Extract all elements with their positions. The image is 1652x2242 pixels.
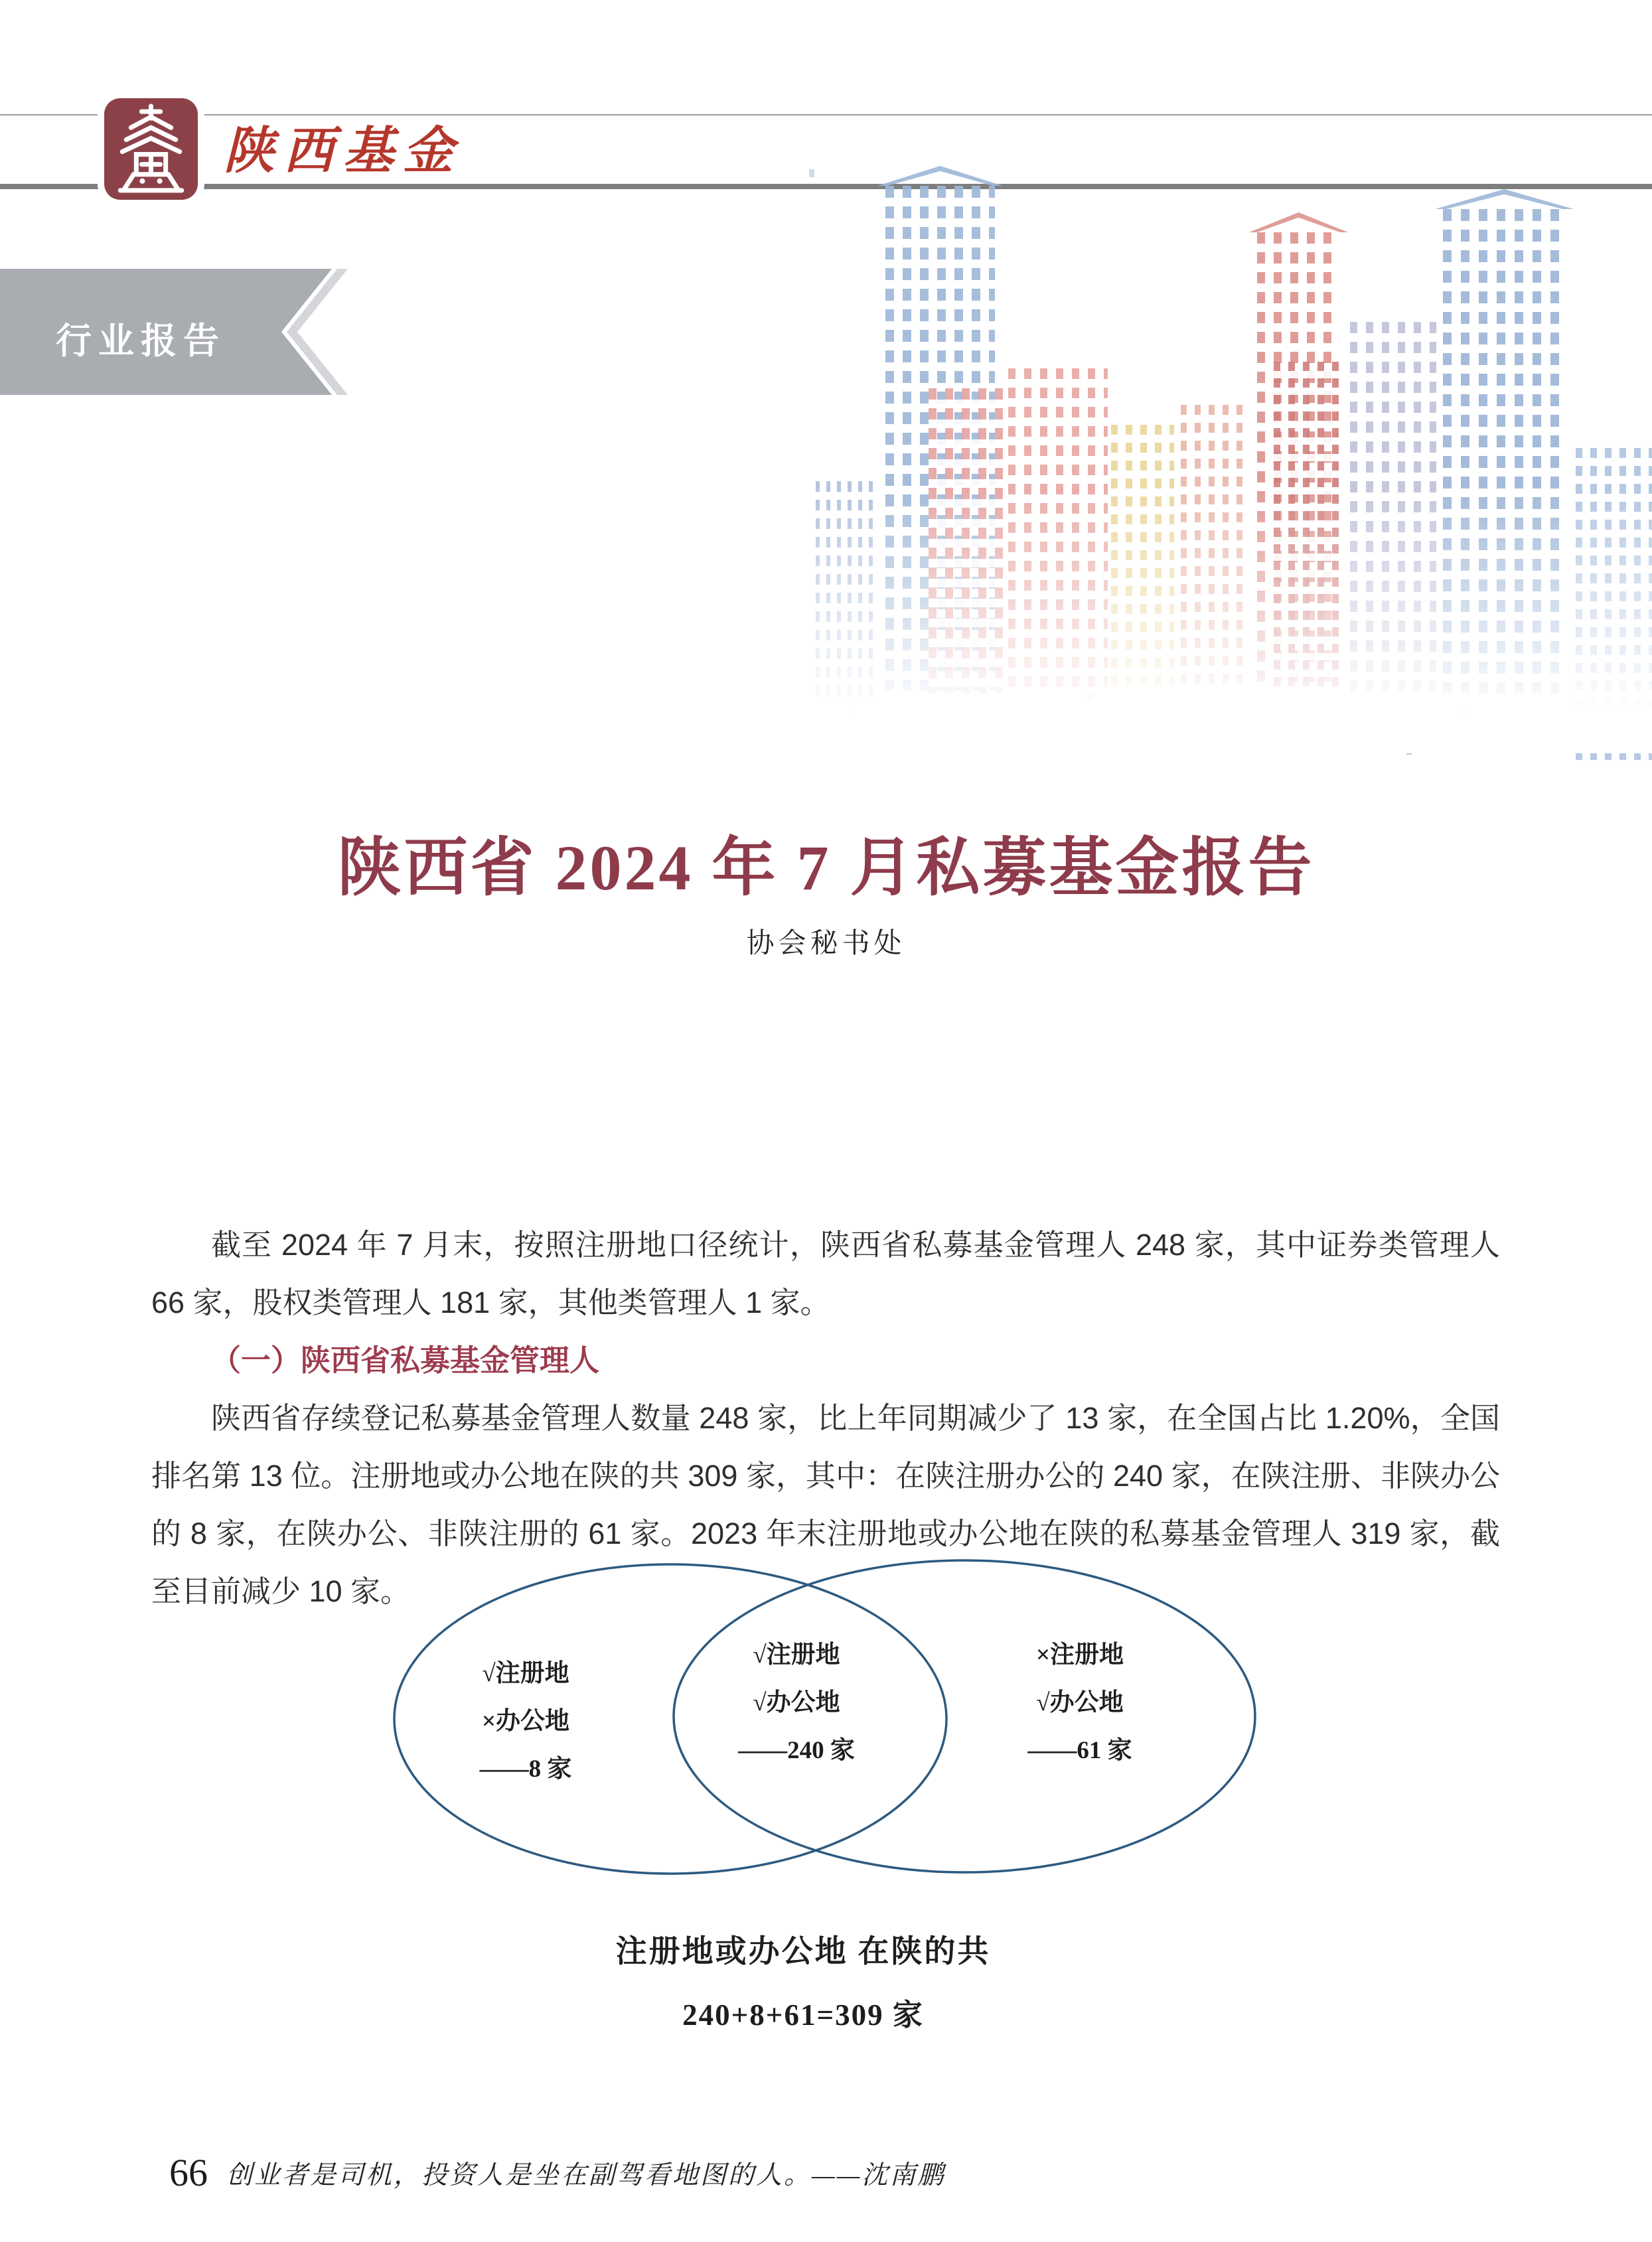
building — [1274, 362, 1340, 694]
building — [1008, 368, 1108, 687]
building-roof — [877, 166, 1003, 186]
venn-middle-line2: √办公地 — [753, 1689, 840, 1716]
report-author: 协会秘书处 — [746, 929, 906, 959]
building — [816, 481, 879, 700]
venn-caption-text — [372, 1933, 1235, 1971]
building — [1576, 448, 1652, 760]
brand-title: 陕西基金 — [224, 123, 463, 179]
building — [1181, 405, 1250, 690]
venn-caption — [372, 1933, 1235, 2034]
building — [1350, 322, 1436, 694]
building — [1443, 209, 1566, 694]
footer-quote: 创业者是司机，投资人是坐在副驾看地图的人。——沈南鹏 — [226, 2160, 946, 2190]
falling-window-dots — [809, 169, 814, 177]
pagoda-seal-logo-icon — [104, 98, 198, 200]
paragraph-2: 陕西省存续登记私募基金管理人数量 248 家，比上年同期减少了 13 家，在全国占比 1.20%，全国排名第 13 位。注册地或办公地在陕的共 309 家，其中：在陕注册办公的 240 家，在陕注册、非陕办公的 8 家，在陕办公、非陕注册的 61 家。2023 年末注册地或办公地在陕的私募基金管理人 319 家，截至目前减少 10 家。 — [151, 1401, 1500, 1608]
venn-right-label — [947, 1631, 1213, 1775]
building — [1111, 425, 1174, 690]
venn-left-line3: ——8 家 — [479, 1756, 572, 1783]
industry-report-ribbon — [0, 269, 358, 395]
venn-right-line2: √办公地 — [1036, 1689, 1124, 1716]
paragraph-1: 截至 2024 年 7 月末，按照注册地口径统计，陕西省私募基金管理人 248 家，其中证券类管理人 66 家，股权类管理人 181 家，其他类管理人 1 家。 — [151, 1228, 1500, 1319]
building-roof — [1435, 189, 1574, 209]
section-heading-1: （一）陕西省私募基金管理人 — [211, 1343, 600, 1377]
venn-right-line3: ——61 家 — [1027, 1737, 1132, 1764]
header-thin-rule — [0, 114, 1652, 115]
venn-middle-label — [664, 1631, 929, 1775]
venn-middle-line3: ——240 家 — [738, 1737, 855, 1764]
venn-caption-pre: 注册地 — [615, 1935, 715, 1969]
city-skyline-illustration — [809, 169, 1652, 753]
venn-left-line2: ×办公地 — [481, 1708, 570, 1735]
report-title: 陕西省 2024 年 7 月私募基金报告 — [337, 832, 1315, 903]
venn-middle-line1: √注册地 — [753, 1641, 840, 1669]
ribbon-label: 行业报告 — [56, 321, 226, 361]
page-number: 66 — [169, 2151, 208, 2194]
building-roof — [1249, 212, 1348, 232]
venn-caption-formula: 240+8+61=309 家 — [682, 1998, 924, 2032]
page-footer — [169, 2150, 1497, 2195]
building — [929, 388, 1008, 694]
venn-left-label — [393, 1650, 658, 1793]
venn-caption-post: 办公地 在陕的共 — [748, 1935, 991, 1969]
venn-left-line1: √注册地 — [482, 1660, 569, 1687]
venn-right-line1: ×注册地 — [1035, 1641, 1124, 1669]
venn-caption-or: 或 — [715, 1935, 749, 1969]
